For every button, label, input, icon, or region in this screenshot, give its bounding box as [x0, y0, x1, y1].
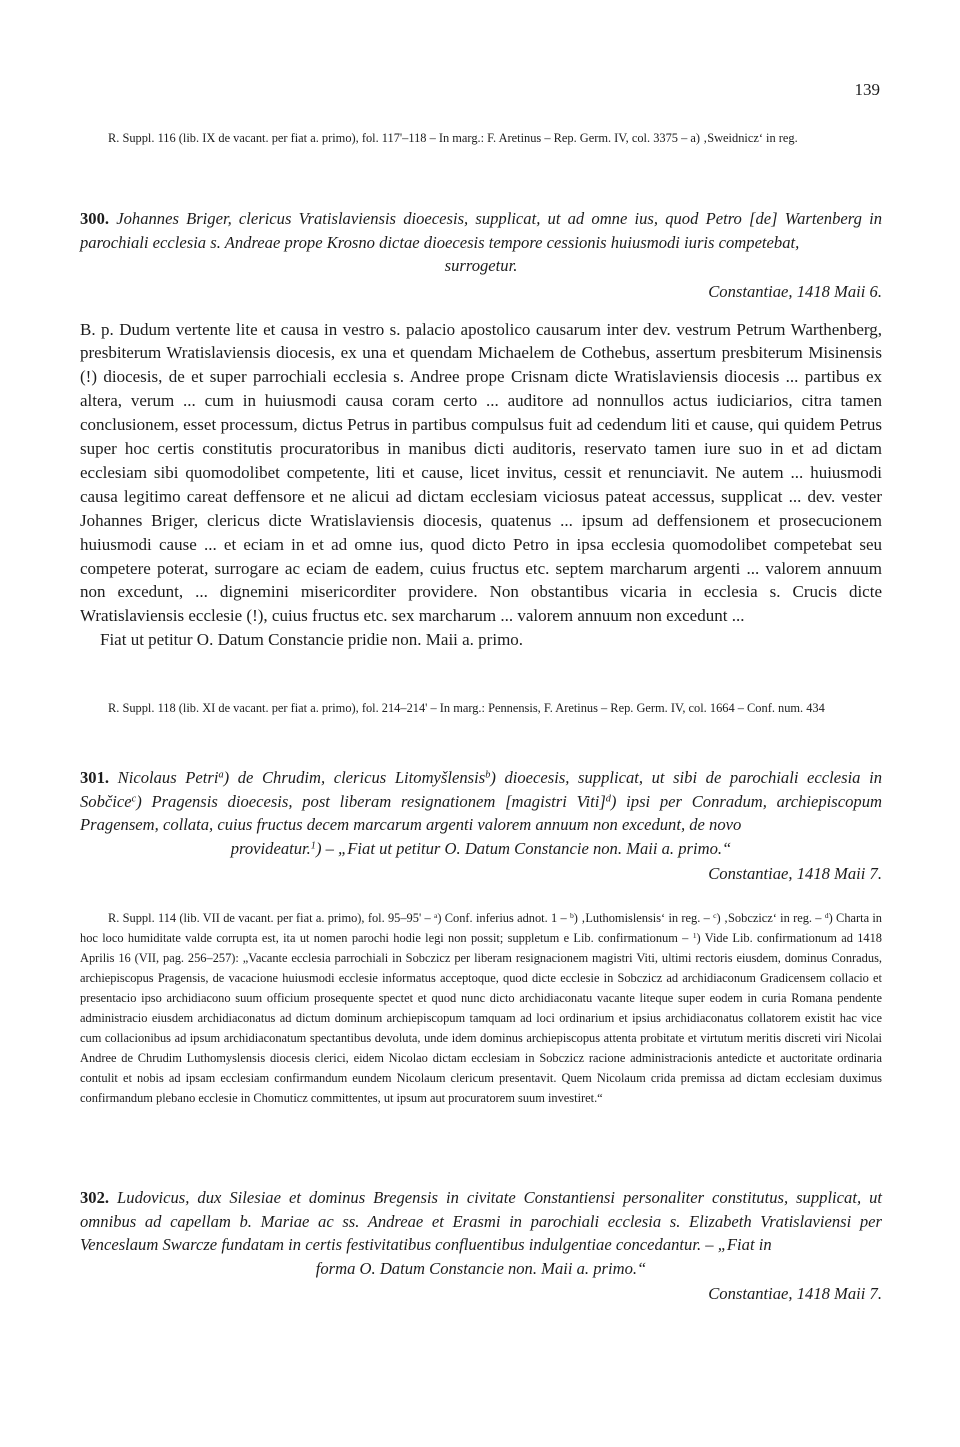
entry-number: 302. [80, 1188, 110, 1207]
regest [80, 207, 882, 278]
apparatus-note: R. Suppl. 114 (lib. VII de vacant. per fiat a. primo), fol. 95–95' – $^a$) Conf. inferius adnot. 1 – $^b$) ‚Luthomislensis‘ in reg. – $^c$) ‚Sobczicz‘ in reg. – $^d$) Charta in hoc loco humiditate valde corrupta est, ita ut nomen parochi hodie legi non possit; suppletum e Lib. confirmationum – $^1$) Vide Lib. confirmationum ad 1418 Aprilis 16 (VII, pag. 256–257): „Vacante ecclesia parrochiali in Sobczicz per liberam resignacionem magistri Viti, ultimi rectoris eiusdem, dominus Conradus, archiepiscopus Pragensis, de vacacione huiusmodi ecclesie informatus acceptoque, quod dicte ecclesie in Sobczicz ad archidiaconum Gradicensem collacio et presentacio ipso archidiacono suum officium prosequente spectet et quod nunc dicto archidiaconatu vacante liteque super eodem in curia Romana pendente administracio eiusdem archidiaconatus ad dictum dominum archiepiscopum tamquam ad loci ordinarium et ipsius archidiaconatus collatorem existit hac vice cum collacionibus ad ipsum archidiaconatum spectantibus devoluta, unde idem dominus archiepiscopus attenta probitate et virtutum meritis discreti viri Nicolai Andree de Chrudim Luthomyslensis diocesis clerici, eidem Nicolao dictam ecclesiam in Sobczicz racione administracionis antedicte et auctoritate ordinaria contulit et nobis ad ipsam ecclesiam confirmandum eundem Nicolaum clericum presentavit. Quem Nicolaum crida premissa ad dictam ecclesiam duximus confirmandum plebano ecclesie in Chomuticz committentes, ut ipsum aut procuratorem suum investiret.“ [80, 910, 883, 1105]
regest-last-line: forma O. Datum Constancie non. Maii a. primo.“ [315, 1258, 647, 1278]
entry-301 [80, 766, 882, 886]
entry-300 [80, 207, 882, 652]
regest-last-line: surrogetur. [444, 256, 518, 275]
place-date: Constantiae, 1418 Maii 6. [708, 281, 882, 301]
footnote-marker: a [218, 769, 224, 781]
regest [80, 766, 882, 860]
entry-number: 301. [80, 768, 110, 787]
signature-line: Fiat ut petitur O. Datum Constancie pridie non. Maii a. primo. [100, 630, 524, 650]
footnote-marker: c [131, 792, 137, 804]
apparatus-note: R. Suppl. 118 (lib. XI de vacant. per fiat a. primo), fol. 214–214' – In marg.: Pennensis, F. Aretinus – Rep. Germ. IV, col. 1664 – Conf. num. 434 [108, 701, 825, 715]
regest-text: Johannes Briger, clericus Vratislaviensis dioecesis, supplicat, ut ad omne ius, quod Petro [de] Wartenberg in parochiali ecclesia s. Andreae prope Krosno dictae dioecesis tempore cessionis huiusmodi iuris competebat, [80, 209, 882, 252]
regest [80, 1186, 882, 1280]
place-date: Constantiae, 1418 Maii 7. [708, 1284, 882, 1303]
apparatus-note: R. Suppl. 116 (lib. IX de vacant. per fiat a. primo), fol. 117'–118 – In marg.: F. Aretinus – Rep. Germ. IV, col. 3375 – a) ‚Sweidnicz‘ in reg. [108, 131, 798, 145]
regest-last-line: provideatur.$^1$) – „Fiat ut petitur O. Datum Constancie non. Maii a. primo.“ [230, 838, 732, 858]
place-date: Constantiae, 1418 Maii 7. [708, 864, 882, 883]
page-number: 139 [854, 80, 880, 99]
entry-number: 300. [80, 209, 110, 228]
note-entry-300 [80, 698, 882, 718]
footnote-marker: d [605, 792, 611, 804]
supplication-text: B. p. Dudum vertente lite et causa in vestro s. palacio apostolico causarum inter dev. vestrum Petrum Warthenberg, presbiterum Wratislaviensis diocesis, ex una et quendam Michaelem de Cothebus, assertum presbiterum Misinensis (!) diocesis, de et super parrochiali ecclesia s. Andree prope Crisnam dicte Wratislaviensis diocesis ... partibus ex altera, verum ... cum in huiusmodi causa coram certo ... auditore ad nonnullos actus iudiciarios, citra tamen conclusionem, esset processum, dictus Petrus in partibus compulsus fuit ad cedendum liti et cause, qui quidem Petrus super hoc certis constitutis procuratoribus in manibus dicti auditoris, reservato tamen iure suo in et ad dictam ecclesiam sibi quomodolibet competente, liti et cause, licet invitus, cessit et renunciavit. Ne autem ... huiusmodi causa legitimo careat deffensore et ne alicui ad dictam ecclesiam viciosus pateat accessus, supplicat ... dev. vester Johannes Briger, clericus dicte Wratislaviensis diocesis, quatenus ... ipsum ad deffensionem et prosecucionem huiusmodi cause ... et eciam in et ad omne ius, quod dicto Petro in ipsa ecclesia quomodolibet competebat seu competere poterat, surrogare ac eciam de eadem, cuius fructus etc. septem marcharum argenti ... valorem annuum non excedunt, ... dignemini misericorditer providere. Non obstantibus vicaria in ecclesia s. Crucis dicte Wratislaviensis ecclesie (!), cuius fructus etc. sex marcharum ... valorem annuum non excedunt ... [80, 319, 882, 626]
entry-302 [80, 1186, 882, 1306]
regest-text: Nicolaus Petri$^a$) de Chrudim, clericus Litomyšlensis$^b$) dioecesis, supplicat, ut sibi de parochiali ecclesia in Sobčice$^c$) Pragensis dioecesis, post liberam resignationem [magistri Viti]$^d$) ipsi per Conradum, archiepiscopum Pragensem, collata, cuius fructus decem marcarum argenti valorem annuum non excedunt, de novo [80, 768, 882, 834]
footnote-marker: 1 [310, 839, 316, 851]
footnote-marker: b [485, 769, 491, 781]
regest-text: Ludovicus, dux Silesiae et dominus Bregensis in civitate Constantiensi personaliter constitutus, supplicat, ut omnibus ad capellam b. Mariae ac ss. Andreae et Erasmi in parochiali ecclesia s. Elizabeth Vratislaviensi per Venceslaum Swarcze fundatam in certis festivitatibus confluentibus indulgentiae concedantur. – „Fiat in [80, 1188, 882, 1254]
note-previous-entry [80, 128, 882, 148]
note-entry-301 [80, 908, 882, 1108]
